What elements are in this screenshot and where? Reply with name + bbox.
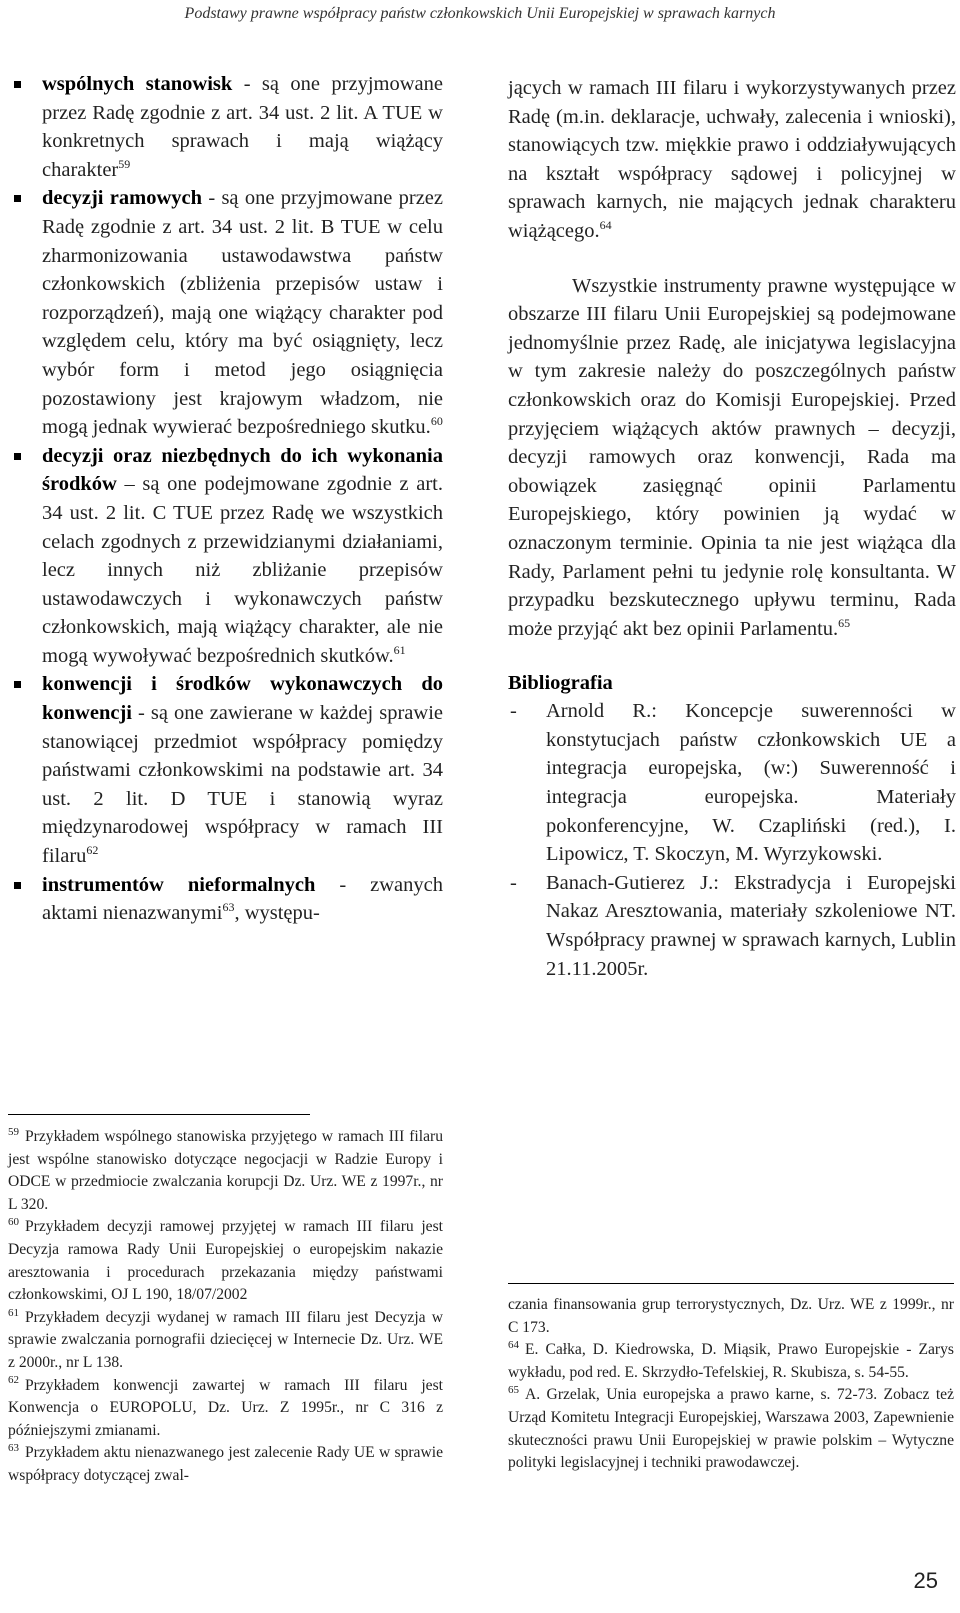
item-term: decyzji ramowych [42, 187, 203, 210]
footnote-ref[interactable]: 61 [393, 643, 406, 658]
footnote-number: 65 [508, 1384, 519, 1397]
list-item [8, 70, 443, 184]
footnote-text: E. Całka, D. Kiedrowska, D. Miąsik, Prawo Europejskie - Zarys wykładu, pod red. E. Skrzydło-Tefelskiej, R. Skubisza, s. 54-55. [508, 1341, 954, 1381]
footnote [8, 1126, 443, 1216]
item-term: wspólnych stanowisk [42, 73, 233, 95]
item-text: - są one przyjmowane przez Radę zgodnie z art. 34 ust. 2 lit. A TUE w konkretnych sprawach i mają wiążący charakter [42, 73, 443, 181]
bibliography-item: - Arnold R.: Koncepcje suwerenności w konstytucjach państw członkowskich UE a integracja europejska, (w:) Suwerenność i integracja europejska. Materiały pokonferencyjne, W. Czapliński (red.), I. Lipowicz, T. Skoczyn, M. Wyrzykowski. [508, 697, 956, 869]
item-term: instrumentów nieformalnych [42, 873, 316, 896]
footnote [8, 1442, 443, 1487]
footnote-text: Przykładem konwencji zawartej w ramach III filaru jest Konwencja o EUROPOLU, Dz. Urz. Z 1995r., nr C 316 z późniejszymi zmianami. [8, 1376, 443, 1439]
main-paragraph [508, 272, 956, 644]
footnote-number: 61 [8, 1306, 19, 1319]
continuation-text: jących w ramach III filaru i wykorzystywanych przez Radę (m.in. deklaracje, uchwały, zalecenia i wnioski), stanowiących tzw. miękkie prawo i oddziaływujących na kształt współpracy sądowej i policyjnej w sprawach karnych, nie mających jednak charakteru wiążącego. [508, 77, 956, 242]
footnote-text: Przykładem wspólnego stanowiska przyjętego w ramach III filaru jest wspólne stanowisko dotyczące negocjacji w Radzie Europy i ODCE w przedmiocie zwalczania korupcji Dz. Urz. WE z 1997r., nr L 320. [8, 1128, 443, 1213]
footnote-separator [8, 1114, 310, 1115]
footnote [8, 1307, 443, 1375]
bibliography-item: - Banach-Gutierez J.: Ekstradycja i Europejski Nakaz Aresztowania, materiały szkoleniowe NT. Współpracy prawnej w sprawach karnych, Lublin 21.11.2005r. [508, 869, 956, 983]
footnote-number: 60 [8, 1216, 19, 1229]
footnote-text: Przykładem aktu nienazwanego jest zalecenie Rady UE w sprawie współpracy dotyczącej zwal- [8, 1444, 443, 1484]
footnote [508, 1384, 954, 1474]
footnote [8, 1216, 443, 1306]
footnote-number: 64 [508, 1339, 519, 1351]
item-text: - zwanych aktami nienazwanymi [42, 873, 443, 925]
footnote-number: 63 [8, 1442, 19, 1455]
page-number: 25 [913, 1568, 938, 1593]
continuation-paragraph [508, 74, 956, 246]
item-text: - są one przyjmowane przez Radę zgodnie z art. 34 ust. 2 lit. B TUE w celu zharmonizowania ustawodawstwa państw członkowskich (zbliżenia przepisów ustaw i rozporządzeń), mają one wiążący charakter pod względem celu, który ma być osiągnięty, lecz wybór form i metod jego osiągnięcia pozostawiony jest krajowym władzom, nie mogą jednak wywierać bezpośredniego skutku. [42, 187, 443, 439]
bibliography-heading: Bibliografia [508, 672, 613, 695]
paragraph-text: Wszystkie instrumenty prawne występujące w obszarze III filaru Unii Europejskiej są podejmowane jednomyślnie przez Radę, ale inicjatywa legislacyjna w tym zakresie należy do poszczególnych państw członkowskich oraz do Komisji Europejskiej. Przed przyjęciem wiążących aktów prawnych – decyzji, decyzji ramowych oraz konwencji, Rada ma obowiązek zasięgnąć opinii Parlamentu Europejskiego, który powinien ją wydać w oznaczonym terminie. Opinia ta nie jest wiążąca dla Rady, Parlament pełni tu jedynie rolę konsultanta. W przypadku bezskutecznego upływu terminu, Rada może przyjąć akt bez opinii Parlamentu. [508, 274, 956, 640]
list-item [8, 871, 443, 928]
legal-instruments-list [8, 70, 443, 928]
footnote-text: A. Grzelak, Unia europejska a prawo karne, s. 72-73. Zobacz też Urząd Komitetu Integracji Europejskiej, Warszawa 2003, Zapewnienie skuteczności prawu Unii Europejskiej w prawie polskim – Wytyczne polityki legislacyjnej i techniki prawodawczej. [508, 1386, 954, 1472]
footnote-text: Przykładem decyzji ramowej przyjętej w ramach III filaru jest Decyzja ramowa Rady Unii Europejskiej o europejskim nakazie aresztowania i procedurach przekazania między państwami członkowskimi, OJ L 190, 18/07/2002 [8, 1218, 443, 1304]
footnote [508, 1339, 954, 1384]
item-text: - są one zawierane w każdej sprawie stanowiącej przedmiot współpracy pomiędzy państwami członkowskimi na podstawie art. 34 ust. 2 lit. D TUE i stanowią wyraz międzynarodowej współpracy w ramach III filaru [42, 702, 443, 868]
footnote-separator [508, 1283, 954, 1284]
footnote-ref[interactable]: 60 [430, 414, 443, 429]
item-term: decyzji oraz niezbędnych do ich wykonania środków [42, 444, 443, 496]
list-item [8, 184, 443, 441]
footnote-number: 62 [8, 1374, 19, 1387]
left-column [8, 70, 443, 928]
bibliography-list [508, 697, 956, 983]
item-text: – są one podejmowane zgodnie z art. 34 ust. 2 lit. C TUE przez Radę we wszystkich celach zgodnych z przewidzianymi działaniami, lecz innych niż zbliżanie przepisów ustawodawczych i wykonawczych państw członkowskich, mają wiążący charakter, ale nie mogą wywoływać bezpośrednich skutków. [42, 473, 443, 667]
footnote-continuation: czania finansowania grup terrorystycznych, Dz. Urz. WE z 1999r., nr C 173. [508, 1296, 954, 1336]
footnote-ref[interactable]: 59 [118, 156, 131, 171]
footnotes-right [508, 1294, 954, 1475]
footnote-number: 59 [8, 1125, 19, 1138]
running-header: Podstawy prawne współpracy państw członkowskich Unii Europejskiej w sprawach karnych [184, 5, 776, 22]
right-column [508, 74, 956, 983]
list-item [8, 670, 443, 870]
list-item [8, 442, 443, 671]
footnote-ref[interactable]: 63 [222, 900, 235, 915]
footnote-ref[interactable]: 65 [838, 615, 851, 630]
footnote-text: Przykładem decyzji wydanej w ramach III filaru jest Decyzja w sprawie zwalczania pornografii dziecięcej w Internecie Dz. Urz. WE z 2000r., nr L 138. [8, 1308, 443, 1371]
footnote-ref[interactable]: 62 [86, 843, 99, 858]
item-term: konwencji i środków wykonawczych do konwencji [42, 673, 443, 725]
item-tail: , występu- [234, 902, 320, 925]
footnote-ref[interactable]: 64 [599, 218, 612, 233]
footnotes-left [8, 1126, 443, 1488]
footnote [8, 1375, 443, 1443]
